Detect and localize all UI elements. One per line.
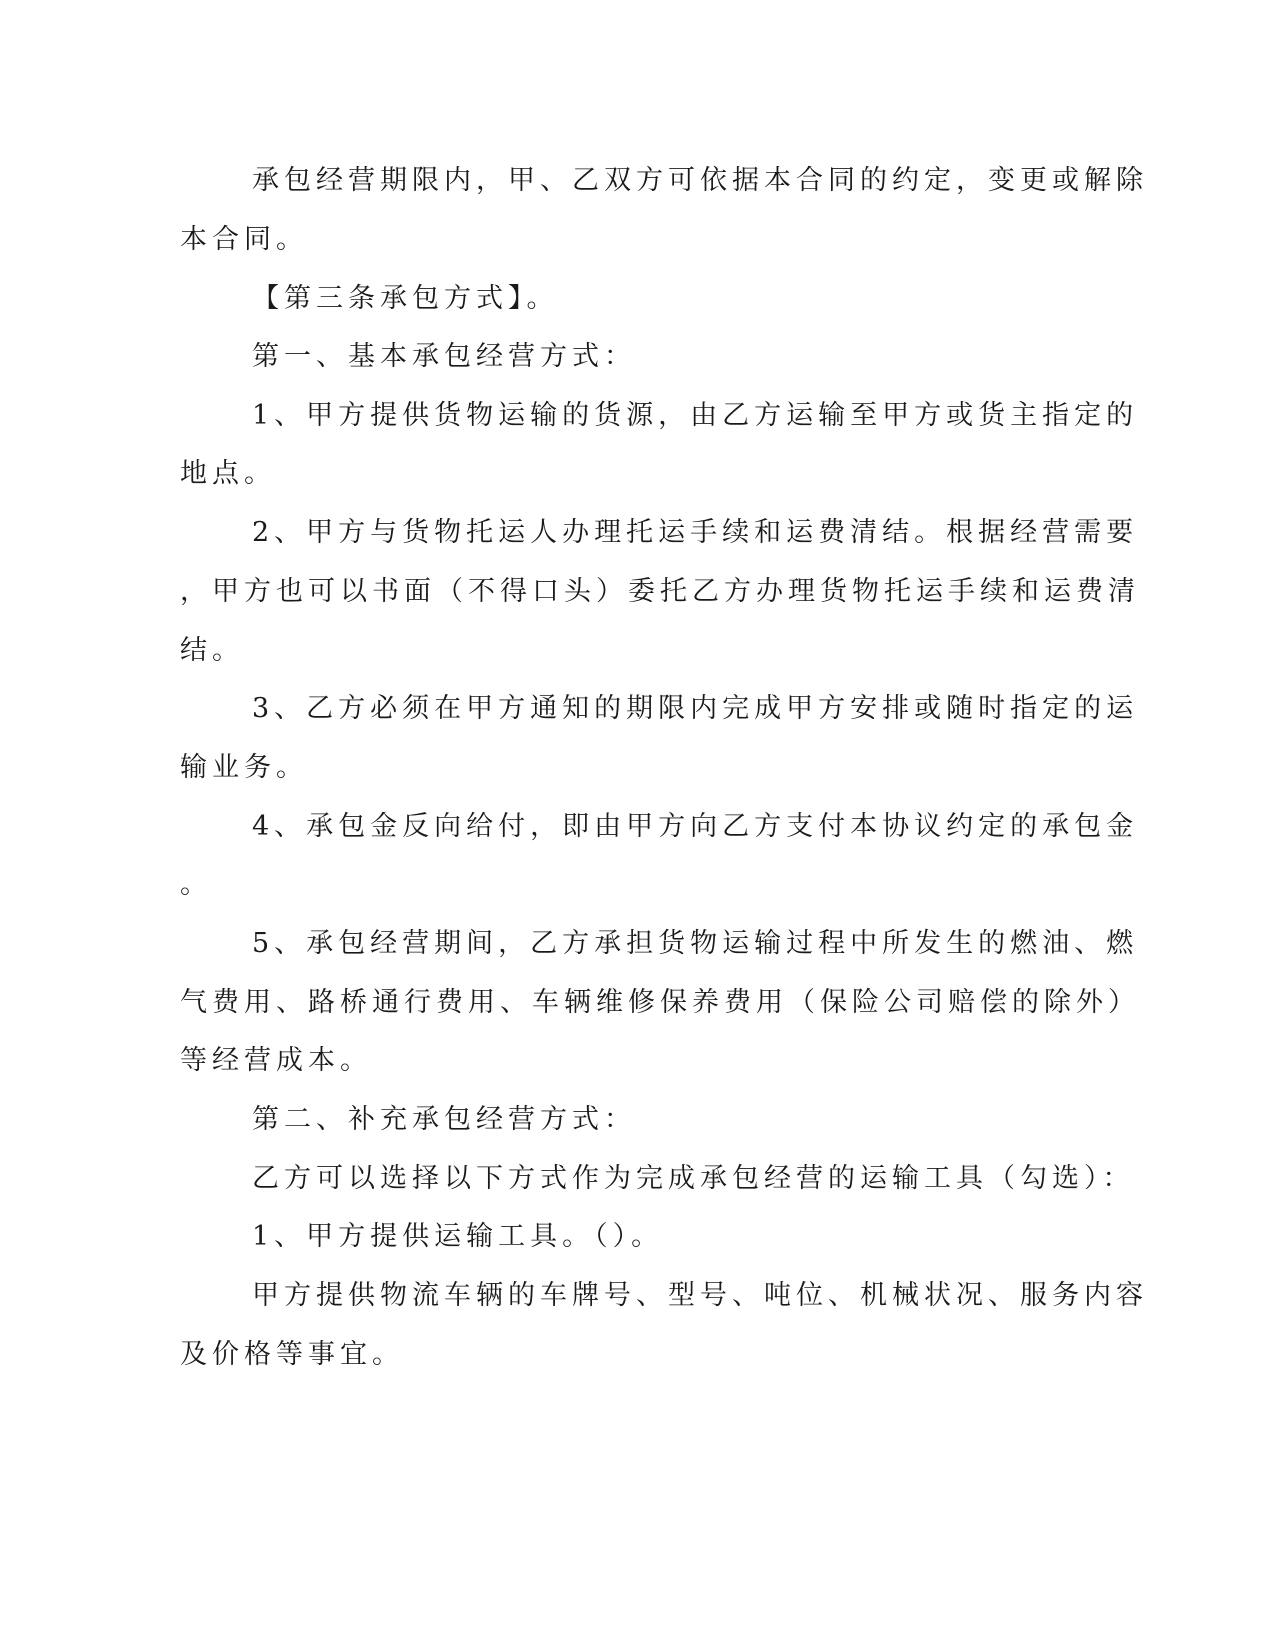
text-line: ，甲方也可以书面（不得口头）委托乙方办理货物托运手续和运费清 bbox=[180, 576, 1140, 607]
text-line: 气费用、路桥通行费用、车辆维修保养费用（保险公司赔偿的除外） bbox=[180, 987, 1140, 1018]
text-line: 乙方可以选择以下方式作为完成承包经营的运输工具（勾选）： bbox=[252, 1163, 1135, 1194]
text-line: 地点。 bbox=[180, 458, 276, 489]
text-line: 结。 bbox=[180, 635, 244, 666]
text-line: 1、甲方提供货物运输的货源，由乙方运输至甲方或货主指定的 bbox=[252, 400, 1139, 431]
text-line: 等经营成本。 bbox=[180, 1045, 372, 1076]
text-line: 3、乙方必须在甲方通知的期限内完成甲方安排或随时指定的运 bbox=[252, 693, 1139, 724]
text-line: 4、承包金反向给付，即由甲方向乙方支付本协议约定的承包金 bbox=[252, 811, 1139, 842]
text-line: 5、承包经营期间，乙方承担货物运输过程中所发生的燃油、燃 bbox=[252, 928, 1139, 959]
text-line: 甲方提供物流车辆的车牌号、型号、吨位、机械状况、服务内容 bbox=[252, 1280, 1148, 1311]
text-line: 1、甲方提供运输工具。（）。 bbox=[252, 1221, 664, 1252]
text-line: 输业务。 bbox=[180, 752, 308, 783]
text-line: 2、甲方与货物托运人办理托运手续和运费清结。根据经营需要 bbox=[252, 517, 1139, 548]
subsection-heading: 第二、补充承包经营方式： bbox=[252, 1104, 636, 1135]
text-line: 承包经营期限内，甲、乙双方可依据本合同的约定，变更或解除 bbox=[252, 165, 1148, 196]
subsection-heading: 第一、基本承包经营方式： bbox=[252, 341, 636, 372]
text-line: 及价格等事宜。 bbox=[180, 1339, 404, 1370]
section-heading: 【第三条承包方式】。 bbox=[252, 283, 559, 314]
text-line: 本合同。 bbox=[180, 224, 308, 255]
text-line: 。 bbox=[180, 869, 212, 900]
